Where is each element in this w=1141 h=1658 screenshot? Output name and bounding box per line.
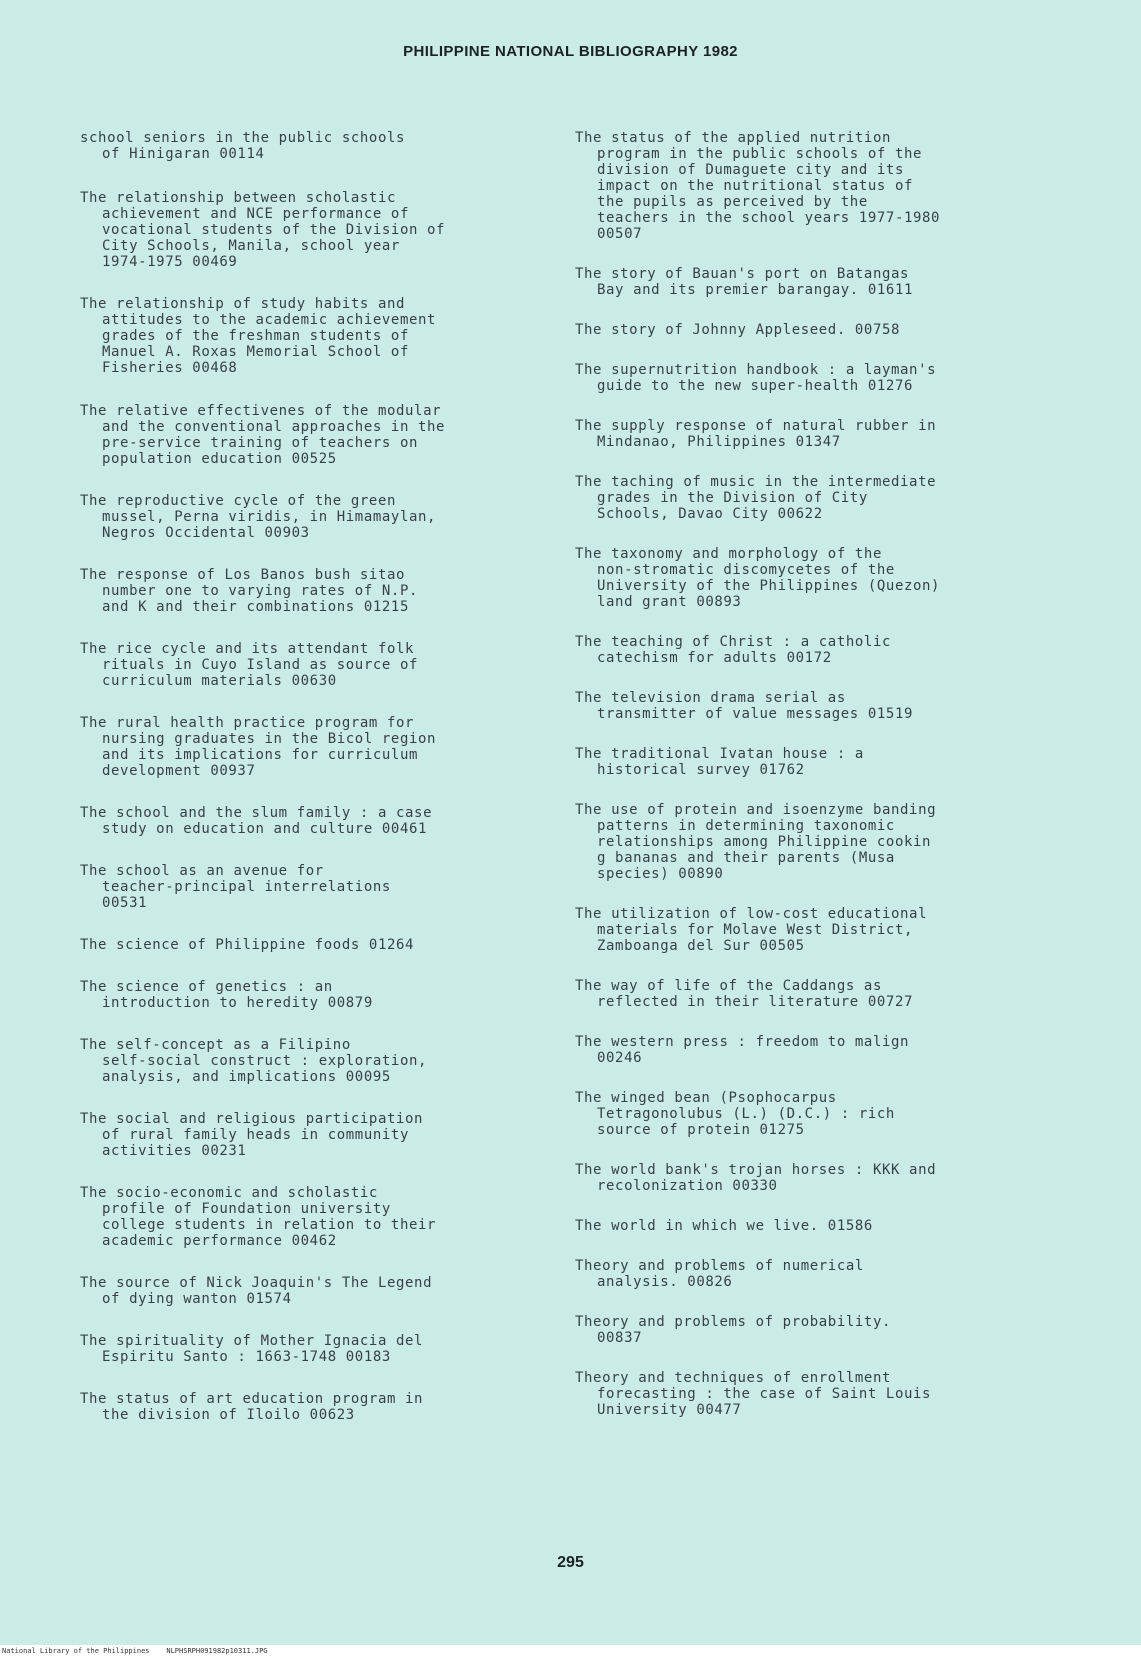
bib-entry: The source of Nick Joaquin's The Legend of dying wanton 01574 xyxy=(80,1275,433,1307)
bib-entry: The way of life of the Caddangs as reflected in their literature 00727 xyxy=(575,978,914,1010)
bib-entry: Theory and problems of probability. 00837 xyxy=(575,1314,892,1346)
bib-entry: The teaching of Christ : a catholic catechism for adults 00172 xyxy=(575,634,892,666)
bib-entry: The taching of music in the intermediate grades in the Division of City Schools, Davao City 00622 xyxy=(575,474,937,522)
bib-entry: The science of genetics : an introduction to heredity 00879 xyxy=(80,979,373,1011)
left-column xyxy=(80,130,550,1423)
bib-entry: The taxonomy and morphology of the non-stromatic discomycetes of the University of the Philippines (Quezon) land grant 00893 xyxy=(575,546,941,610)
bib-entry: The relationship between scholastic achievement and NCE performance of vocational students of the Division of City Schools, Manila, school year 1974-1975 00469 xyxy=(80,190,446,270)
bib-entry: The utilization of low-cost educational materials for Molave West District, Zamboanga del Sur 00505 xyxy=(575,906,928,954)
bib-entry: The social and religious participation of rural family heads in community activities 00231 xyxy=(80,1111,424,1159)
bib-entry: The school as an avenue for teacher-principal interrelations 00531 xyxy=(80,863,391,911)
bib-entry: school seniors in the public schools of Hinigaran 00114 xyxy=(80,130,406,162)
bib-entry: The world bank's trojan horses : KKK and recolonization 00330 xyxy=(575,1162,937,1194)
bib-entry: The western press : freedom to malign 00246 xyxy=(575,1034,910,1066)
bib-entry: The story of Johnny Appleseed. 00758 xyxy=(575,322,901,338)
bib-entry: The winged bean (Psophocarpus Tetragonolubus (L.) (D.C.) : rich source of protein 01275 xyxy=(575,1090,895,1138)
bib-entry: The response of Los Banos bush sitao number one to varying rates of N.P. and K and their combinations 01215 xyxy=(80,567,419,615)
bib-entry: The status of the applied nutrition program in the public schools of the division of Dumaguete city and its impact on the nutritional status of the pupils as perceived by the teachers in the school years 1977-1980 00507 xyxy=(575,130,941,242)
bib-entry: The supply response of natural rubber in Mindanao, Philippines 01347 xyxy=(575,418,937,450)
footer-source: National Library of the Philippines xyxy=(2,1647,150,1655)
page-number: 295 xyxy=(557,1554,584,1571)
bib-entry: The school and the slum family : a case study on education and culture 00461 xyxy=(80,805,433,837)
bib-entry: The rural health practice program for nursing graduates in the Bicol region and its implications for curriculum development 00937 xyxy=(80,715,437,779)
bib-entry: The relationship of study habits and attitudes to the academic achievement grades of the freshman students of Manuel A. Roxas Memorial School of Fisheries 00468 xyxy=(80,296,437,376)
bib-entry: The relative effectivenes of the modular and the conventional approaches in the pre-service training of teachers on population education 00525 xyxy=(80,403,446,467)
bib-entry: The science of Philippine foods 01264 xyxy=(80,937,415,953)
bib-entry: The world in which we live. 01586 xyxy=(575,1218,873,1234)
right-column xyxy=(575,130,1045,1418)
bib-entry: The spirituality of Mother Ignacia del Espiritu Santo : 1663-1748 00183 xyxy=(80,1333,424,1365)
bib-entry: The supernutrition handbook : a layman's guide to the new super-health 01276 xyxy=(575,362,937,394)
footer-file: NLPHSRPH091982p10311.JPG xyxy=(166,1647,268,1655)
bib-entry: The socio-economic and scholastic profile of Foundation university college students in relation to their academic performance 00462 xyxy=(80,1185,437,1249)
bib-entry: The use of protein and isoenzyme banding patterns in determining taxonomic relationships among Philippine cookin g bananas and their parents (Musa species) 00890 xyxy=(575,802,937,882)
bib-entry: The self-concept as a Filipino self-social construct : exploration, analysis, and implications 00095 xyxy=(80,1037,428,1085)
bib-entry: The traditional Ivatan house : a historical survey 01762 xyxy=(575,746,864,778)
bib-entry: The rice cycle and its attendant folk rituals in Cuyo Island as source of curriculum materials 00630 xyxy=(80,641,419,689)
bib-entry: The status of art education program in the division of Iloilo 00623 xyxy=(80,1391,424,1423)
bib-entry: The television drama serial as transmitter of value messages 01519 xyxy=(575,690,914,722)
scan-footer xyxy=(0,1645,1141,1658)
bib-entry: The reproductive cycle of the green mussel, Perna viridis, in Himamaylan, Negros Occidental 00903 xyxy=(80,493,437,541)
bib-entry: The story of Bauan's port on Batangas Bay and its premier barangay. 01611 xyxy=(575,266,914,298)
page-title: PHILIPPINE NATIONAL BIBLIOGRAPHY 1982 xyxy=(403,43,738,60)
bib-entry: Theory and techniques of enrollment forecasting : the case of Saint Louis University 00477 xyxy=(575,1370,932,1418)
bib-entry: Theory and problems of numerical analysis. 00826 xyxy=(575,1258,864,1290)
